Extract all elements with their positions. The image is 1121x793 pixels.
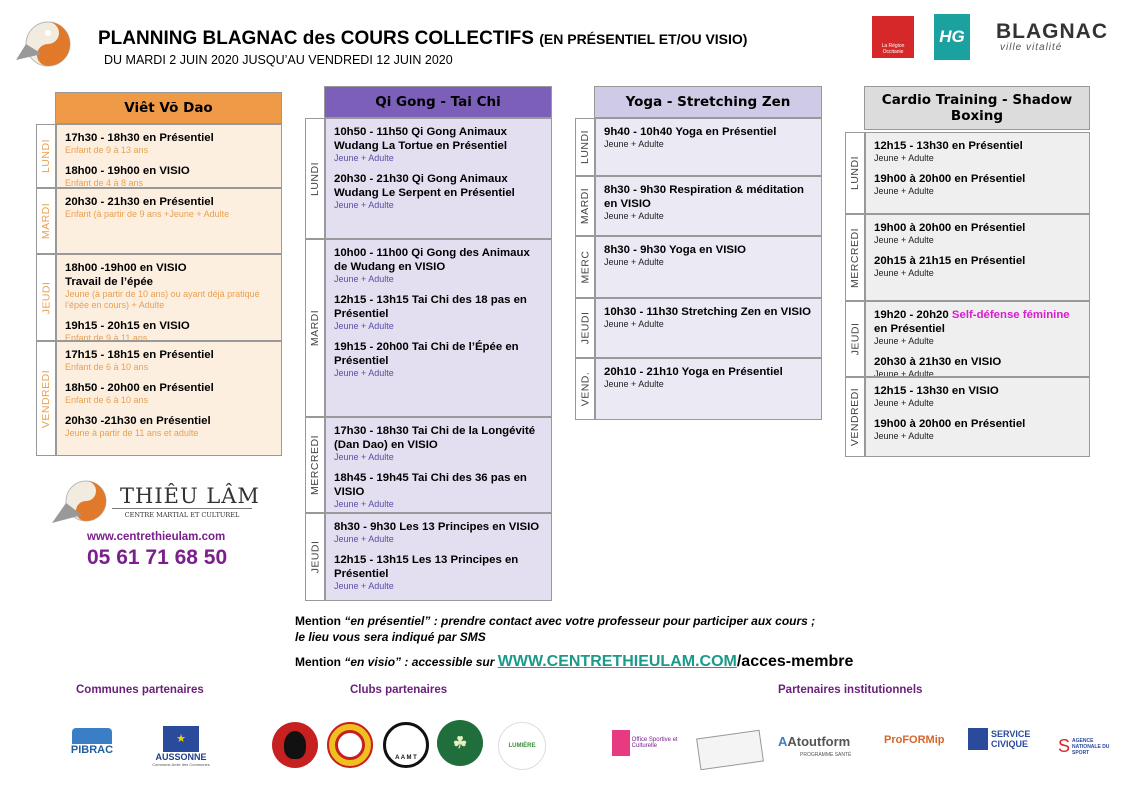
aussonne-logo: ★ AUSSONNE Commune Amie des Communes bbox=[150, 726, 212, 767]
communes-title: Communes partenaires bbox=[76, 684, 204, 696]
class-title: 19h20 - 20h20 Self-défense féminine en Présentiel bbox=[874, 309, 1070, 335]
audience-text: Jeune + Adulte bbox=[874, 153, 934, 163]
audience-text: Jeune + Adulte bbox=[334, 321, 394, 331]
audience-text: Jeune + Adulte bbox=[334, 452, 394, 462]
mention-presentiel: Mention “en présentiel” : prendre contact avec votre professeur pour participer aux cours ; bbox=[295, 614, 816, 628]
audience-text: Enfant de 9 à 13 ans bbox=[65, 145, 149, 155]
class-cell bbox=[595, 358, 822, 420]
audience-text: Jeune + Adulte bbox=[874, 268, 934, 278]
class-cell bbox=[325, 239, 552, 417]
club-logo-4: ☘ bbox=[437, 720, 483, 766]
day-label: VEND. bbox=[575, 358, 595, 420]
atoutform-logo: AAtoutform bbox=[778, 734, 851, 749]
class-title: 17h30 - 18h30 Tai Chi de la Longévité (Dan Dao) en VISIO bbox=[334, 425, 536, 451]
day-label: JEUDI bbox=[36, 254, 56, 341]
class-title: 10h50 - 11h50 Qi Gong Animaux Wudang La Tortue en Présentiel bbox=[334, 126, 508, 152]
class-title: 19h15 - 20h00 Tai Chi de l’Épée en Présentiel bbox=[334, 341, 519, 367]
audience-text: Jeune + Adulte bbox=[334, 368, 394, 378]
class-title: 20h30 - 21h30 en Présentiel bbox=[65, 196, 214, 208]
club-logo-2 bbox=[327, 722, 373, 768]
audience-text: Jeune + Adulte bbox=[604, 379, 664, 389]
class-title: 19h00 à 20h00 en Présentiel bbox=[874, 222, 1026, 234]
class-title: 12h15 - 13h15 Les 13 Principes en Présentiel bbox=[334, 554, 519, 580]
class-title: 12h15 - 13h30 en Présentiel bbox=[874, 140, 1023, 152]
stamp-logo bbox=[696, 730, 764, 771]
audience-text: Jeune + Adulte bbox=[604, 211, 664, 221]
audience-text: Jeune + Adulte bbox=[874, 398, 934, 408]
audience-text: Jeune + Adulte bbox=[334, 499, 394, 509]
class-title: 9h40 - 10h40 Yoga en Présentiel bbox=[604, 126, 777, 138]
class-title: 20h10 - 21h10 Yoga en Présentiel bbox=[604, 366, 783, 378]
audience-text: Jeune (à partir de 10 ans) ou ayant déjà pratiqué l’épée en cours) + Adulte bbox=[65, 289, 260, 310]
class-title: 8h30 - 9h30 Yoga en VISIO bbox=[604, 244, 747, 256]
class-cell bbox=[595, 176, 822, 236]
column-header-yo: Yoga - Stretching Zen bbox=[594, 86, 822, 118]
club-name: THIÊU LÂM bbox=[120, 484, 260, 508]
self-defense-highlight: Self-défense féminine bbox=[951, 309, 1070, 321]
audience-text: Jeune + Adulte bbox=[334, 534, 394, 544]
class-title: 10h00 - 11h00 Qi Gong des Animaux de Wudang en VISIO bbox=[334, 247, 530, 273]
class-cell bbox=[56, 188, 282, 254]
class-title: 20h30 -21h30 en Présentiel bbox=[65, 415, 211, 427]
class-cell bbox=[865, 301, 1090, 377]
audience-text: Enfant de 6 à 10 ans bbox=[65, 362, 149, 372]
service-civique-logo: SERVICE CIVIQUE bbox=[968, 728, 1035, 750]
day-label: MERC bbox=[575, 236, 595, 298]
date-range: DU MARDI 2 JUIN 2020 JUSQU’AU VENDREDI 12 JUIN 2020 bbox=[104, 53, 453, 67]
class-cell bbox=[865, 214, 1090, 301]
audience-text: Jeune + Adulte bbox=[604, 257, 664, 267]
class-title: 20h15 à 21h15 en Présentiel bbox=[874, 255, 1026, 267]
class-title: 17h15 - 18h15 en Présentiel bbox=[65, 349, 214, 361]
occitanie-logo: La Région Occitanie bbox=[872, 16, 914, 58]
class-title: 18h45 - 19h45 Tai Chi des 36 pas en VISIO bbox=[334, 472, 527, 498]
column-header-qi: Qi Gong - Tai Chi bbox=[324, 86, 552, 118]
audience-text: Enfant (à partir de 9 ans +Jeune + Adulte bbox=[65, 209, 230, 219]
class-cell bbox=[595, 118, 822, 176]
audience-text: Enfant de 9 à 11 ans bbox=[65, 333, 148, 341]
class-cell bbox=[595, 236, 822, 298]
day-label: MERCREDI bbox=[845, 214, 865, 301]
member-access-link[interactable]: WWW.CENTRETHIEULAM.COM bbox=[497, 653, 737, 670]
club-tagline: CENTRE MARTIAL ET CULTUREL bbox=[112, 508, 252, 519]
class-title: 19h00 à 20h00 en Présentiel bbox=[874, 418, 1026, 430]
audience-text: Jeune + Adulte bbox=[334, 153, 394, 163]
audience-text: Jeune + Adulte bbox=[604, 139, 664, 149]
day-label: MARDI bbox=[305, 239, 325, 417]
aamt-logo: A A M T bbox=[383, 722, 429, 768]
class-title: 8h30 - 9h30 Les 13 Principes en VISIO bbox=[334, 521, 540, 533]
class-title: 8h30 - 9h30 Respiration & méditation en VISIO bbox=[604, 184, 805, 210]
audience-text: Jeune + Adulte bbox=[334, 274, 394, 284]
day-label: VENDREDI bbox=[845, 377, 865, 457]
class-cell bbox=[56, 341, 282, 456]
class-title: 20h30 - 21h30 Qi Gong Animaux Wudang Le Serpent en Présentiel bbox=[334, 173, 515, 199]
column-header-ca: Cardio Training - Shadow Boxing bbox=[864, 86, 1090, 130]
day-label: JEUDI bbox=[575, 298, 595, 358]
class-title: 20h30 à 21h30 en VISIO bbox=[874, 356, 1002, 368]
class-cell bbox=[865, 377, 1090, 457]
day-label: JEUDI bbox=[305, 513, 325, 601]
ans-logo: S AGENCE NATIONALE DU SPORT bbox=[1058, 736, 1110, 756]
day-label: LUNDI bbox=[305, 118, 325, 239]
audience-text: Jeune + Adulte bbox=[874, 431, 934, 441]
column-header-vo: Viêt Võ Dao bbox=[55, 92, 282, 124]
thieulam-yinyang-logo-top bbox=[12, 14, 82, 74]
audience-text: Enfant de 6 à 10 ans bbox=[65, 395, 149, 405]
class-cell bbox=[56, 254, 282, 341]
audience-text: Enfant de 4 à 8 ans bbox=[65, 178, 144, 188]
class-cell bbox=[325, 513, 552, 601]
audience-text: Jeune + Adulte bbox=[874, 235, 934, 245]
blagnac-tagline: ville vitalité bbox=[1000, 42, 1063, 53]
mention-visio: Mention “en visio” : accessible sur WWW.CENTRETHIEULAM.COM/acces-membre bbox=[295, 653, 854, 670]
clubs-title: Clubs partenaires bbox=[350, 684, 448, 696]
class-title: 17h30 - 18h30 en Présentiel bbox=[65, 132, 214, 144]
class-cell bbox=[325, 118, 552, 239]
day-label: LUNDI bbox=[36, 124, 56, 188]
page-title: PLANNING BLAGNAC des COURS COLLECTIFS (EN PRÉSENTIEL ET/OU VISIO) bbox=[98, 28, 748, 49]
class-title: 18h00 -19h00 en VISIO Travail de l’épée bbox=[65, 262, 187, 288]
audience-text: Jeune + Adulte bbox=[334, 200, 394, 210]
day-label: MARDI bbox=[36, 188, 56, 254]
day-label: JEUDI bbox=[845, 301, 865, 377]
class-title: 10h30 - 11h30 Stretching Zen en VISIO bbox=[604, 306, 811, 318]
class-cell bbox=[325, 417, 552, 513]
class-cell bbox=[595, 298, 822, 358]
audience-text: Jeune à partir de 11 ans et adulte bbox=[65, 428, 199, 438]
audience-text: Jeune + Adulte bbox=[604, 319, 664, 329]
club-website-link[interactable]: www.centrethieulam.com bbox=[87, 531, 226, 543]
thieulam-yinyang-logo bbox=[48, 475, 118, 531]
pibrac-logo: PIBRAC bbox=[62, 728, 122, 756]
audience-text: Jeune + Adulte bbox=[874, 186, 934, 196]
day-label: LUNDI bbox=[845, 132, 865, 214]
class-cell bbox=[56, 124, 282, 188]
audience-text: Jeune + Adulte bbox=[874, 369, 934, 377]
day-label: VENDREDI bbox=[36, 341, 56, 456]
audience-text: Jeune + Adulte bbox=[874, 336, 934, 346]
haute-garonne-logo: HG bbox=[934, 14, 970, 60]
audience-text: Jeune + Adulte bbox=[334, 581, 394, 591]
class-title: 18h50 - 20h00 en Présentiel bbox=[65, 382, 214, 394]
class-title: 19h15 - 20h15 en VISIO bbox=[65, 320, 190, 332]
lumiere-logo: LUMIÈRE bbox=[498, 722, 546, 770]
proformip-logo: ProFORMip bbox=[884, 734, 945, 746]
class-title: 18h00 - 19h00 en VISIO bbox=[65, 165, 190, 177]
class-title: 19h00 à 20h00 en Présentiel bbox=[874, 173, 1026, 185]
class-title: 12h15 - 13h30 en VISIO bbox=[874, 385, 999, 397]
day-label: LUNDI bbox=[575, 118, 595, 176]
club-logo-1 bbox=[272, 722, 318, 768]
day-label: MERCREDI bbox=[305, 417, 325, 513]
institutions-title: Partenaires institutionnels bbox=[778, 684, 923, 696]
mention-presentiel-line2: le lieu vous sera indiqué par SMS bbox=[295, 630, 486, 644]
blagnac-logo: BLAGNAC bbox=[996, 20, 1108, 43]
office-sportive-logo: Office Sportive et Culturelle bbox=[612, 730, 682, 756]
club-phone[interactable]: 05 61 71 68 50 bbox=[87, 546, 228, 569]
class-title: 12h15 - 13h15 Tai Chi des 18 pas en Présentiel bbox=[334, 294, 527, 320]
class-cell bbox=[865, 132, 1090, 214]
day-label: MARDI bbox=[575, 176, 595, 236]
